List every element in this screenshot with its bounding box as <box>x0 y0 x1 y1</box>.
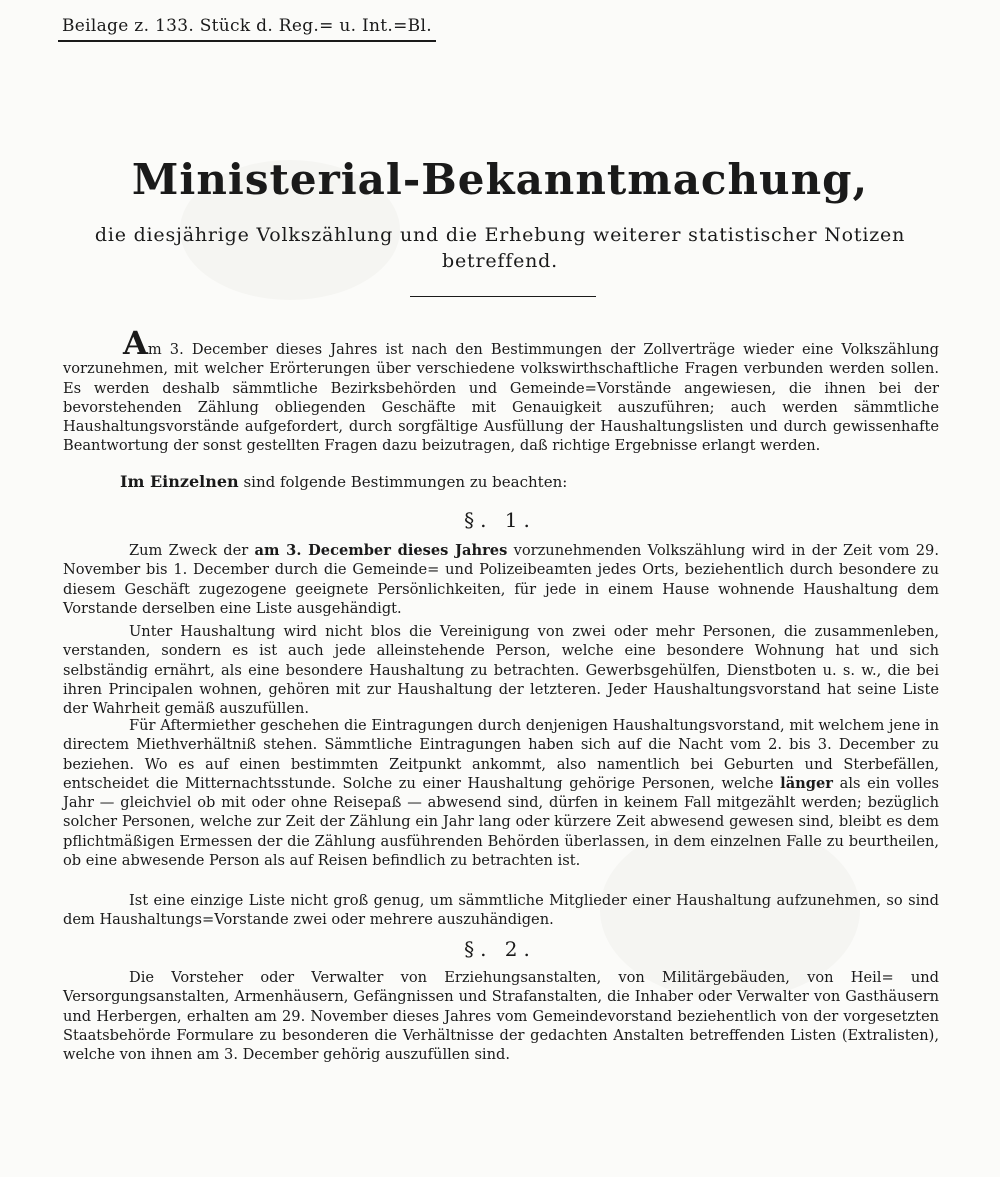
intro-paragraph <box>63 324 939 456</box>
section-1-paragraph-4: Ist eine einzige Liste nicht groß genug, um sämmtliche Mitglieder einer Haushaltung aufzunehmen, so sind dem Haushaltungs=Vorstande zwei oder mehrere auszuhändigen. <box>63 892 939 929</box>
s1p3-mid: als ein volles Jahr — gleichviel ob mit oder ohne Reisepaß — abwesend sind, dürfen in keinem Fall mitgezählt werden; bezüglich solcher Personen, welche zur Zeit der Zählung ein Jahr lang oder kürzere Zeit abwesend gewesen sind, bleibt es dem pflichtmäßigen Ermessen der die Zählung ausführenden Behörden überlassen, in dem einzelnen Falle zu beurtheilen, ob eine abwesende Person als auf Reisen befindlich zu betrachten ist. <box>63 774 939 870</box>
section-1-heading: §. 1. <box>464 508 536 532</box>
intro-text: m 3. December dieses Jahres ist nach den Bestimmungen der Zollverträge wieder eine Volkszählung vorzunehmen, mit welcher Erörterungen über verschiedene volkswirthschaftliche Fragen verbunden werden sollen. Es werden deshalb sämmtliche Bezirksbehörden und Gemeinde=Vorstände angewiesen, die ihnen bei der bevorstehenden Zählung obliegenden Geschäfte mit Genauigkeit auszuführen; auch werden sämmtliche Haushaltungsvorstände aufgefordert, durch sorgfältige Ausfüllung der Haushaltungslisten und durch gewissenhafte Beantwortung der sonst gestellten Fragen dazu beizutragen, daß richtige Ergebnisse erlangt werden. <box>63 341 939 455</box>
section-2-paragraph-1: Die Vorsteher oder Verwalter von Erziehungsanstalten, von Militärgebäuden, von Heil= und Versorgungsanstalten, Armenhäusern, Gefängnissen und Strafanstalten, die Inhaber oder Verwalter von Gasthäusern und Herbergen, erhalten am 29. November dieses Jahres vom Gemeindevorstand beziehentlich von der vorgesetzten Staatsbehörde Formulare zu besonderen die Verhältnisse der gedachten Anstalten betreffenden Listen (Extralisten), welche von ihnen am 3. December gehörig auszufüllen sind. <box>63 969 939 1064</box>
section-1-paragraph-3 <box>63 716 939 870</box>
section-1-paragraph-1 <box>63 541 939 618</box>
s1p3-bold: länger <box>780 774 833 792</box>
einzelnen-line <box>120 472 567 492</box>
document-subtitle: die diesjährige Volkszählung und die Erhebung weiterer statistischer Notizen betreffend. <box>94 224 906 272</box>
einzelnen-bold: Im Einzelnen <box>120 472 239 491</box>
s1p1-start: Zum Zweck der <box>129 542 255 559</box>
einzelnen-rest: sind folgende Bestimmungen zu beachten: <box>238 473 568 491</box>
title-divider <box>410 296 596 297</box>
section-2-heading: §. 2. <box>464 937 536 961</box>
supplement-header: Beilage z. 133. Stück d. Reg.= u. Int.=Bl. <box>58 16 436 42</box>
document-title: Ministerial-Bekanntmachung, <box>131 155 869 204</box>
section-1-paragraph-2: Unter Haushaltung wird nicht blos die Vereinigung von zwei oder mehr Personen, die zusammenleben, verstanden, sondern es ist auch jede alleinstehende Person, welche eine besondere Wohnung hat und sich selbständig ernährt, als eine besondere Haushaltung zu betrachten. Gewerbsgehülfen, Dienstboten u. s. w., die bei ihren Principalen wohnen, gehören mit zur Haushaltung der letzteren. Jeder Haushaltungsvorstand hat seine Liste der Wahrheit gemäß auszufüllen. <box>63 623 939 718</box>
s1p1-rest: vorzunehmenden Volkszählung wird in der Zeit vom 29. November bis 1. December durch die Gemeinde= und Polizeibeamten jedes Orts, beziehentlich durch besondere zu diesem Geschäft zugezogene geeignete Persönlichkeiten, für jede in einem Hause wohnende Haushaltung dem Vorstande derselben eine Liste ausgehändigt. <box>63 542 939 617</box>
s1p3-start: Für Aftermiether geschehen die Eintragungen durch denjenigen Haushaltungsvorstand, mit welchem jene in directem Miethverhältniß stehen. Sämmtliche Eintragungen haben sich auf die Nacht vom 2. bis 3. December zu beziehen. Wo es auf einen bestimmten Zeitpunkt ankommt, also namentlich bei Geburten und Sterbefällen, entscheidet die Mitternachtsstunde. Solche zu einer Haushaltung gehörige Personen, welche <box>63 717 939 792</box>
dropcap-letter: A <box>123 324 148 362</box>
s1p1-bold: am 3. December dieses Jahres <box>254 542 508 559</box>
